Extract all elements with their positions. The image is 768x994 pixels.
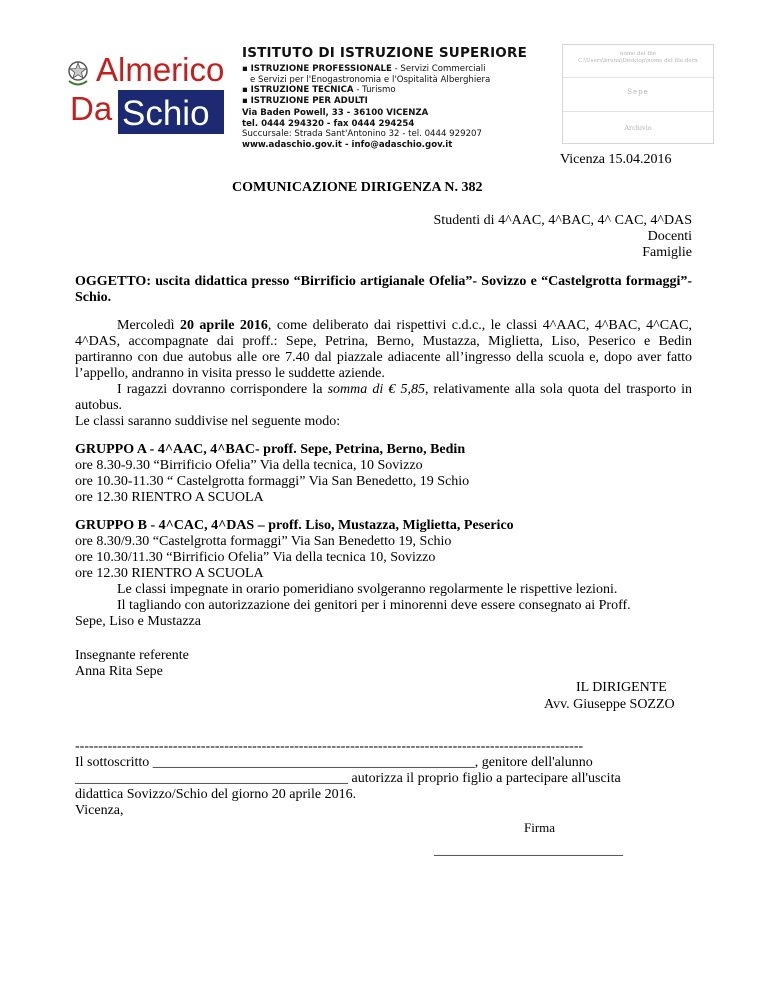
document-subject: OGGETTO: uscita didattica presso “Birrificio artigianale Ofelia”- Sovizzo e “Castelgrotta formaggi”- Schio. <box>75 274 692 305</box>
paragraph-groups-intro: Le classi saranno suddivise nel seguente modo: <box>75 414 341 429</box>
document-date: Vicenza 15.04.2016 <box>560 152 672 167</box>
form-line-trip: didattica Sovizzo/Schio del giorno 20 aprile 2016. <box>75 787 357 802</box>
document-heading: COMUNICAZIONE DIRIGENZA N. 382 <box>232 180 483 195</box>
institute-info <box>242 45 552 150</box>
institute-web: www.adaschio.gov.it - info@adaschio.gov.it <box>242 139 453 150</box>
institute-item-technical: ▪ ISTRUZIONE TECNICA - Turismo <box>242 85 396 95</box>
paragraph-afternoon: Le classi impegnate in orario pomeridiano svolgeranno regolarmente le rispettive lezioni. <box>117 582 618 597</box>
signature-label: Firma <box>524 820 556 835</box>
recipient-students: Studenti di 4^AAC, 4^BAC, 4^ CAC, 4^DAS <box>433 213 692 228</box>
group-b-line: ore 10.30/11.30 “Birrificio Ofelia” Via della tecnica 10, Sovizzo <box>75 550 436 565</box>
group-a-line: ore 12.30 RIENTRO A SCUOLA <box>75 490 264 505</box>
paragraph-authorization-1: Il tagliando con autorizzazione dei genitori per i minorenni deve essere consegnato ai Proff. <box>117 598 631 613</box>
signature-line: ___________________________ <box>434 843 623 858</box>
paragraph-fee: I ragazzi dovranno corrispondere la somma di € 5,85, relativamente alla sola quota del trasporto in autobus. <box>75 382 693 413</box>
institute-item-professional-cont: e Servizi per l'Enogastronomia e l'Ospitalità Alberghiera <box>250 74 491 85</box>
group-b-line: ore 8.30/9.30 “Castelgrotta formaggi” Via San Benedetto 19, Schio <box>75 534 452 549</box>
group-a-line: ore 8.30-9.30 “Birrificio Ofelia” Via della tecnica, 10 Sovizzo <box>75 458 423 473</box>
stamp-divider <box>563 111 713 112</box>
stamp-sep: Sepe <box>627 88 649 96</box>
group-a-title: GRUPPO A - 4^AAC, 4^BAC- proff. Sepe, Petrina, Berno, Bedin <box>75 442 466 457</box>
paragraph-authorization-2: Sepe, Liso e Mustazza <box>75 614 201 629</box>
form-line-parent: Il sottoscritto ______________________________________________, genitore dell'alunno <box>75 755 593 770</box>
institute-address: Via Baden Powell, 33 - 36100 VICENZA <box>242 108 429 118</box>
institute-phone: tel. 0444 294320 - fax 0444 294254 <box>242 118 415 129</box>
recipient-families: Famiglie <box>642 245 692 260</box>
form-line-student: _______________________________________ autorizza il proprio figlio a partecipare all'uscita <box>75 771 621 786</box>
group-b-line: ore 12.30 RIENTRO A SCUOLA <box>75 566 264 581</box>
italian-emblem-icon <box>64 46 232 136</box>
stamp-divider <box>563 77 713 78</box>
form-line-place: Vicenza, <box>75 803 124 818</box>
signer-title: IL DIRIGENTE <box>576 680 667 695</box>
signer-name: Avv. Giuseppe SOZZO <box>544 697 675 712</box>
school-logo <box>64 46 232 136</box>
recipient-teachers: Docenti <box>647 229 692 244</box>
referent-label: Insegnante referente <box>75 648 189 663</box>
institute-item-professional: ▪ ISTRUZIONE PROFESSIONALE - Servizi Commerciali <box>242 64 486 74</box>
institute-branch: Succursale: Strada Sant'Antonino 32 - tel. 0444 929207 <box>242 129 482 139</box>
group-b-title: GRUPPO B - 4^CAC, 4^DAS – proff. Liso, Mustazza, Miglietta, Peserico <box>75 518 514 533</box>
stamp-archive: Archivio <box>624 124 652 132</box>
logo-text-da: Da <box>70 90 113 127</box>
institute-item-adults: ▪ ISTRUZIONE PER ADULTI <box>242 95 368 106</box>
paragraph-departure: Mercoledì 20 aprile 2016, come deliberato dai rispettivi c.d.c., le classi 4^AAC, 4^BAC, 4^CAC, 4^DAS, accompagnate dai proff.: Sepe, Petrina, Berno, Mustazza, Miglietta, Liso, Peserico e Bedin partiranno con due autobus alle ore 7.40 dal piazzale adiacente all’ingresso della scuola e, dopo aver fatto l’appello, andranno in visita presso le suddette aziende. <box>75 318 692 381</box>
cut-line: ------------------------------------------------------------------------------------------------------------- <box>75 739 584 754</box>
referent-name: Anna Rita Sepe <box>75 664 163 679</box>
stamp-file-info: nome del file C:\Users\bruna\Desktop\nome del file.docx <box>578 51 698 64</box>
logo-text-almerico: Almerico <box>96 51 225 88</box>
protocol-stamp-box <box>562 44 714 144</box>
group-a-line: ore 10.30-11.30 “ Castelgrotta formaggi” Via San Benedetto, 19 Schio <box>75 474 470 489</box>
logo-text-schio: Schio <box>122 94 210 133</box>
institute-title: ISTITUTO DI ISTRUZIONE SUPERIORE <box>242 45 527 61</box>
